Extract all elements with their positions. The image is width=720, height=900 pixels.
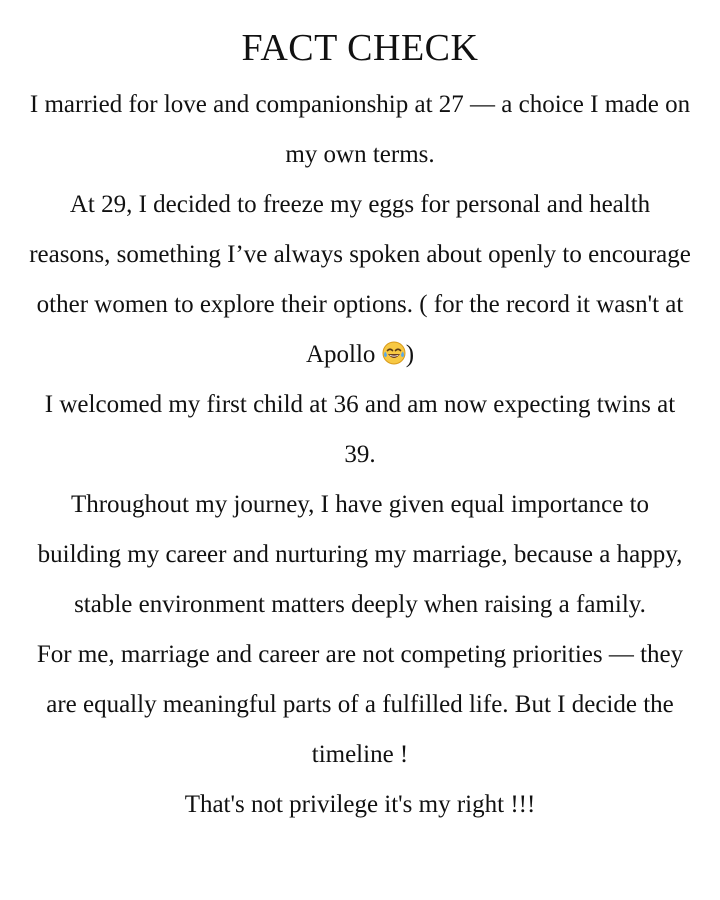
paragraph-career-marriage: Throughout my journey, I have given equal importance to building my career and nurturing my marriage, because a happy, stable environment matters deeply when raising a family.: [37, 491, 683, 618]
paragraph-children: I welcomed my first child at 36 and am now expecting twins at 39.: [44, 391, 676, 468]
closing-parenthesis: ): [405, 341, 415, 368]
statement-body: [28, 80, 692, 830]
paragraph-egg-freezing-text: At 29, I decided to freeze my eggs for personal and health reasons, something I’ve always spoken about openly to encourage other women to explore their options. ( for the record it wasn't at Apollo: [29, 191, 691, 368]
paragraph-closing: That's not privilege it's my right !!!: [184, 791, 536, 818]
paragraph-priorities: For me, marriage and career are not competing priorities — they are equally meaningful parts of a fulfilled life. But I decide the timeline !: [36, 641, 684, 768]
face-with-tears-of-joy-icon: [382, 333, 406, 357]
paragraph-marriage: I married for love and companionship at 27 — a choice I made on my own terms.: [29, 91, 691, 168]
paragraph-egg-freezing: [28, 180, 692, 380]
page-title: FACT CHECK: [241, 27, 479, 69]
